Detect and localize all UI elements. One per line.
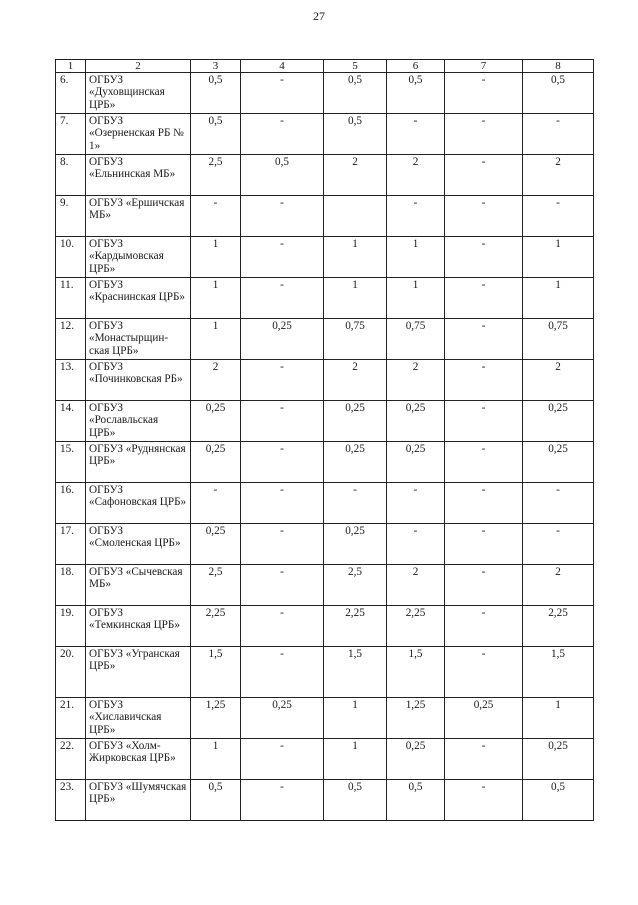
value-col-7: - <box>445 483 523 524</box>
row-number: 10. <box>56 237 86 278</box>
institution-name: ОГБУЗ «Кардымовская ЦРБ» <box>86 237 191 278</box>
table-row <box>56 442 594 483</box>
value-col-3: 0,25 <box>191 442 241 483</box>
value-col-7: - <box>445 401 523 442</box>
value-col-5: 2,5 <box>324 565 387 606</box>
value-col-4: - <box>241 606 324 647</box>
row-number: 11. <box>56 278 86 319</box>
data-table <box>55 59 594 821</box>
value-col-3: 0,5 <box>191 114 241 155</box>
row-number: 22. <box>56 739 86 780</box>
value-col-7: - <box>445 647 523 698</box>
value-col-5 <box>324 196 387 237</box>
value-col-8: 0,25 <box>523 739 594 780</box>
value-col-7: - <box>445 739 523 780</box>
value-col-3: 2 <box>191 360 241 401</box>
value-col-4: - <box>241 483 324 524</box>
value-col-3: 1,5 <box>191 647 241 698</box>
value-col-4: - <box>241 196 324 237</box>
table-row <box>56 483 594 524</box>
value-col-7: - <box>445 319 523 360</box>
value-col-4: - <box>241 237 324 278</box>
table-row <box>56 155 594 196</box>
value-col-3: 1 <box>191 278 241 319</box>
row-number: 20. <box>56 647 86 698</box>
value-col-7: - <box>445 606 523 647</box>
table-row <box>56 73 594 114</box>
value-col-5: 1,5 <box>324 647 387 698</box>
row-number: 6. <box>56 73 86 114</box>
table-row <box>56 401 594 442</box>
institution-name: ОГБУЗ «Смоленская ЦРБ» <box>86 524 191 565</box>
value-col-8: 2,25 <box>523 606 594 647</box>
value-col-6: - <box>387 114 445 155</box>
institution-name: ОГБУЗ «Монастырщин-ская ЦРБ» <box>86 319 191 360</box>
row-number: 15. <box>56 442 86 483</box>
value-col-3: 2,5 <box>191 155 241 196</box>
row-number: 7. <box>56 114 86 155</box>
value-col-5: 2 <box>324 155 387 196</box>
institution-name: ОГБУЗ «Сафоновская ЦРБ» <box>86 483 191 524</box>
value-col-6: - <box>387 196 445 237</box>
value-col-7: - <box>445 442 523 483</box>
row-number: 21. <box>56 698 86 739</box>
value-col-8: 2 <box>523 155 594 196</box>
value-col-8: 0,5 <box>523 780 594 821</box>
value-col-6: 2 <box>387 155 445 196</box>
value-col-8: 0,25 <box>523 442 594 483</box>
value-col-7: - <box>445 237 523 278</box>
institution-name: ОГБУЗ «Хиславичская ЦРБ» <box>86 698 191 739</box>
table-row <box>56 739 594 780</box>
table-row <box>56 524 594 565</box>
table-row <box>56 780 594 821</box>
value-col-5: 2,25 <box>324 606 387 647</box>
table-row <box>56 196 594 237</box>
table-body <box>56 60 594 821</box>
institution-name: ОГБУЗ «Сычевская МБ» <box>86 565 191 606</box>
value-col-8: - <box>523 114 594 155</box>
value-col-8: - <box>523 483 594 524</box>
table-row <box>56 237 594 278</box>
value-col-6: - <box>387 524 445 565</box>
row-number: 14. <box>56 401 86 442</box>
value-col-8: 2 <box>523 565 594 606</box>
column-header: 2 <box>86 60 191 73</box>
value-col-5: 1 <box>324 237 387 278</box>
page-number: 27 <box>313 9 325 23</box>
value-col-4: - <box>241 647 324 698</box>
table-row <box>56 606 594 647</box>
institution-name: ОГБУЗ «Краснинская ЦРБ» <box>86 278 191 319</box>
table-row <box>56 360 594 401</box>
row-number: 17. <box>56 524 86 565</box>
column-header: 8 <box>523 60 594 73</box>
value-col-4: - <box>241 114 324 155</box>
value-col-3: 0,25 <box>191 401 241 442</box>
value-col-5: 0,5 <box>324 73 387 114</box>
value-col-8: - <box>523 524 594 565</box>
value-col-8: 1 <box>523 698 594 739</box>
value-col-8: 2 <box>523 360 594 401</box>
value-col-6: 1,25 <box>387 698 445 739</box>
value-col-8: - <box>523 196 594 237</box>
value-col-8: 0,25 <box>523 401 594 442</box>
value-col-3: 2,5 <box>191 565 241 606</box>
value-col-3: 0,5 <box>191 780 241 821</box>
value-col-5: 0,25 <box>324 401 387 442</box>
row-number: 12. <box>56 319 86 360</box>
column-header: 4 <box>241 60 324 73</box>
value-col-6: 0,25 <box>387 401 445 442</box>
row-number: 16. <box>56 483 86 524</box>
value-col-4: 0,5 <box>241 155 324 196</box>
value-col-7: - <box>445 278 523 319</box>
column-header: 5 <box>324 60 387 73</box>
value-col-8: 1 <box>523 278 594 319</box>
value-col-5: 0,25 <box>324 442 387 483</box>
table-row <box>56 114 594 155</box>
value-col-5: 0,5 <box>324 780 387 821</box>
value-col-8: 1 <box>523 237 594 278</box>
value-col-7: - <box>445 155 523 196</box>
value-col-5: 0,75 <box>324 319 387 360</box>
value-col-3: - <box>191 196 241 237</box>
value-col-3: 1 <box>191 237 241 278</box>
value-col-5: 2 <box>324 360 387 401</box>
value-col-6: 0,5 <box>387 73 445 114</box>
institution-name: ОГБУЗ «Шумячская ЦРБ» <box>86 780 191 821</box>
institution-name: ОГБУЗ «Починковская РБ» <box>86 360 191 401</box>
table-row <box>56 698 594 739</box>
column-header: 7 <box>445 60 523 73</box>
column-header: 3 <box>191 60 241 73</box>
value-col-5: 1 <box>324 739 387 780</box>
value-col-6: 2,25 <box>387 606 445 647</box>
value-col-5: - <box>324 483 387 524</box>
value-col-4: - <box>241 401 324 442</box>
row-number: 23. <box>56 780 86 821</box>
value-col-7: - <box>445 114 523 155</box>
column-header: 6 <box>387 60 445 73</box>
value-col-7: - <box>445 196 523 237</box>
row-number: 18. <box>56 565 86 606</box>
value-col-4: - <box>241 442 324 483</box>
row-number: 9. <box>56 196 86 237</box>
value-col-3: - <box>191 483 241 524</box>
value-col-5: 1 <box>324 278 387 319</box>
value-col-8: 0,5 <box>523 73 594 114</box>
row-number: 8. <box>56 155 86 196</box>
value-col-7: - <box>445 360 523 401</box>
value-col-4: 0,25 <box>241 698 324 739</box>
value-col-3: 2,25 <box>191 606 241 647</box>
institution-name: ОГБУЗ «Ершичская МБ» <box>86 196 191 237</box>
table-row <box>56 278 594 319</box>
value-col-3: 1 <box>191 739 241 780</box>
institution-name: ОГБУЗ «Руднянская ЦРБ» <box>86 442 191 483</box>
value-col-7: - <box>445 524 523 565</box>
value-col-6: 1 <box>387 278 445 319</box>
row-number: 19. <box>56 606 86 647</box>
value-col-6: 0,25 <box>387 442 445 483</box>
value-col-5: 1 <box>324 698 387 739</box>
institution-name: ОГБУЗ «Холм-Жирковская ЦРБ» <box>86 739 191 780</box>
value-col-4: - <box>241 565 324 606</box>
column-header: 1 <box>56 60 86 73</box>
value-col-4: - <box>241 524 324 565</box>
value-col-4: - <box>241 73 324 114</box>
value-col-5: 0,5 <box>324 114 387 155</box>
value-col-3: 1,25 <box>191 698 241 739</box>
institution-name: ОГБУЗ «Ельнинская МБ» <box>86 155 191 196</box>
value-col-7: - <box>445 565 523 606</box>
institution-name: ОГБУЗ «Озерненская РБ № 1» <box>86 114 191 155</box>
value-col-4: - <box>241 780 324 821</box>
value-col-8: 0,75 <box>523 319 594 360</box>
value-col-4: 0,25 <box>241 319 324 360</box>
institution-name: ОГБУЗ «Темкинская ЦРБ» <box>86 606 191 647</box>
table-row <box>56 319 594 360</box>
value-col-4: - <box>241 360 324 401</box>
institution-name: ОГБУЗ «Духовщинская ЦРБ» <box>86 73 191 114</box>
institution-name: ОГБУЗ «Рославльская ЦРБ» <box>86 401 191 442</box>
value-col-6: 1 <box>387 237 445 278</box>
value-col-8: 1,5 <box>523 647 594 698</box>
header-row <box>56 60 594 73</box>
value-col-6: 0,5 <box>387 780 445 821</box>
value-col-6: - <box>387 483 445 524</box>
value-col-6: 1,5 <box>387 647 445 698</box>
value-col-4: - <box>241 739 324 780</box>
value-col-3: 0,25 <box>191 524 241 565</box>
value-col-3: 0,5 <box>191 73 241 114</box>
value-col-6: 0,25 <box>387 739 445 780</box>
value-col-7: - <box>445 780 523 821</box>
value-col-4: - <box>241 278 324 319</box>
value-col-7: 0,25 <box>445 698 523 739</box>
value-col-6: 2 <box>387 360 445 401</box>
table-row <box>56 647 594 698</box>
value-col-3: 1 <box>191 319 241 360</box>
value-col-6: 2 <box>387 565 445 606</box>
value-col-7: - <box>445 73 523 114</box>
table-row <box>56 565 594 606</box>
value-col-5: 0,25 <box>324 524 387 565</box>
value-col-6: 0,75 <box>387 319 445 360</box>
institution-name: ОГБУЗ «Угранская ЦРБ» <box>86 647 191 698</box>
row-number: 13. <box>56 360 86 401</box>
